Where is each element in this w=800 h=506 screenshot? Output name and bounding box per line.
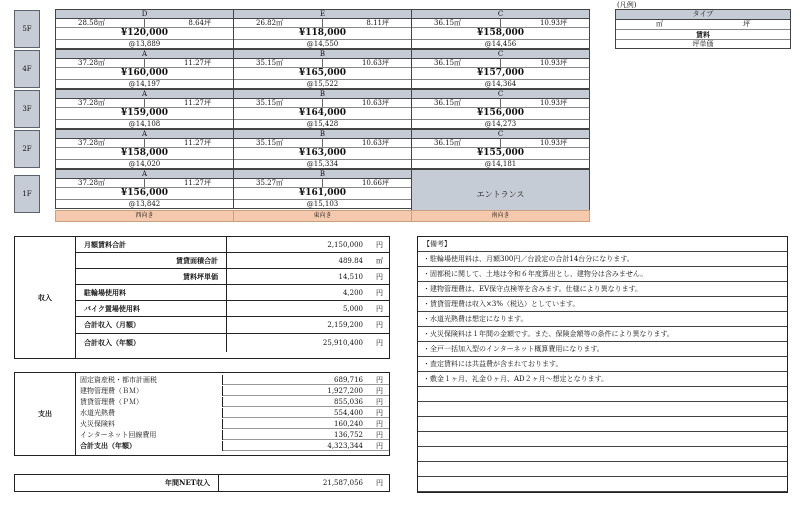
unit-divider	[500, 98, 501, 107]
unit-type: B	[234, 170, 411, 179]
unit-rent: ¥160,000	[56, 68, 233, 80]
legend-caption: (凡例)	[617, 1, 637, 9]
unit-divider	[144, 18, 145, 27]
unit-cell	[233, 129, 412, 169]
expense-row	[76, 386, 389, 396]
note-item	[418, 462, 787, 477]
unit-area-tsubo: 10.93坪	[539, 59, 567, 67]
floor-label: 4F	[14, 50, 40, 88]
expense-row	[76, 375, 389, 385]
floor-label: 3F	[14, 90, 40, 128]
expense-row-value: 689,716	[334, 376, 363, 384]
unit-area-tsubo: 10.93坪	[539, 19, 567, 27]
legend-m2-unit: ㎡	[656, 20, 663, 28]
income-row-value-cell	[227, 285, 389, 300]
legend-rent-label: 賃料	[616, 30, 790, 40]
unit-type: A	[56, 130, 233, 139]
note-item: ・建物管理費は、EV保守点検等を含みます。仕様により異なります。	[418, 282, 787, 297]
unit-cell	[411, 9, 590, 49]
unit-divider	[322, 18, 323, 27]
income-row-value-cell	[227, 317, 389, 333]
facing-label: 西向き	[55, 210, 234, 222]
unit-area-tsubo: 10.93坪	[539, 139, 567, 147]
expense-row	[76, 408, 389, 418]
expense-row	[76, 430, 389, 440]
income-row	[76, 317, 389, 334]
unit-rent: ¥158,000	[56, 148, 233, 160]
unit-cell	[233, 89, 412, 129]
note-item: ・賃貸管理費は収入×3%（税込）としています。	[418, 297, 787, 312]
income-row-unit: 円	[376, 321, 383, 329]
unit-rent: ¥164,000	[234, 108, 411, 120]
income-row	[76, 269, 389, 285]
expense-row-value-cell	[223, 408, 389, 418]
expense-row-unit: 円	[376, 387, 383, 395]
unit-divider	[500, 138, 501, 147]
expense-row-label: 固定資産税・都市計画税	[76, 375, 223, 385]
notes-box	[417, 236, 788, 493]
unit-cell	[55, 169, 234, 209]
unit-rent: ¥161,000	[234, 188, 411, 200]
unit-tsubo-price: @15,428	[306, 120, 339, 128]
unit-divider	[144, 58, 145, 67]
income-row-label: 賃料坪単価	[76, 269, 227, 284]
unit-rent: ¥163,000	[234, 148, 411, 160]
unit-cell	[55, 89, 234, 129]
facing-label: 南向き	[411, 210, 590, 222]
expense-row-value: 855,036	[334, 398, 363, 406]
floor-label: 2F	[14, 130, 40, 168]
income-row-unit: 円	[376, 339, 383, 347]
income-row	[76, 253, 389, 269]
expense-row-value: 554,400	[334, 409, 363, 417]
note-item	[418, 477, 787, 492]
income-row-unit: ㎡	[376, 256, 383, 265]
expense-row-value-cell	[223, 419, 389, 429]
unit-area-m2: 36.15㎡	[434, 99, 462, 107]
note-item: ・駐輪場使用料は、月額300円／台設定の合計14台分になります。	[418, 252, 787, 267]
expense-row-unit: 円	[376, 409, 383, 417]
income-row-value-cell	[227, 237, 389, 252]
unit-area-tsubo: 10.63坪	[361, 99, 389, 107]
floor-label: 5F	[14, 10, 40, 48]
unit-tsubo-price: @14,456	[484, 40, 517, 48]
expense-row-value: 136,752	[334, 431, 363, 439]
unit-rent: ¥156,000	[412, 108, 589, 120]
unit-area-tsubo: 11.27坪	[183, 179, 211, 187]
note-item	[418, 402, 787, 417]
unit-rent: ¥159,000	[56, 108, 233, 120]
note-item	[418, 417, 787, 432]
income-row-label: 駐輪場使用料	[76, 285, 227, 300]
note-item: ・固都税に関して、土地は令和６年度算出とし、建物分は含みません。	[418, 267, 787, 282]
expense-row-unit: 円	[376, 431, 383, 439]
note-item: ・全戸一括加入型のインターネット概算費用になります。	[418, 342, 787, 357]
income-row-value-cell	[227, 269, 389, 284]
unit-divider	[500, 58, 501, 67]
unit-tsubo-price: @15,103	[306, 200, 339, 208]
unit-type: A	[56, 50, 233, 59]
income-row-value: 2,150,000	[327, 240, 363, 249]
legend-tsubo-unit: 坪	[743, 20, 750, 28]
unit-type: D	[56, 10, 233, 19]
expense-row-unit: 円	[376, 420, 383, 428]
unit-type: A	[56, 170, 233, 179]
expense-row	[76, 441, 389, 451]
income-row	[76, 301, 389, 317]
income-row-value-cell	[227, 334, 389, 352]
unit-tsubo-price: @14,364	[484, 80, 517, 88]
income-row-value: 4,200	[342, 288, 363, 297]
unit-area-tsubo: 10.93坪	[539, 99, 567, 107]
expense-row-value: 4,323,344	[327, 442, 363, 450]
unit-type: B	[234, 50, 411, 59]
unit-tsubo-price: @14,020	[128, 160, 161, 168]
income-row-unit: 円	[376, 240, 383, 249]
unit-area-m2: 36.15㎡	[434, 19, 462, 27]
unit-type: B	[234, 130, 411, 139]
unit-area-m2: 35.15㎡	[256, 59, 284, 67]
unit-tsubo-price: @15,522	[306, 80, 339, 88]
unit-tsubo-price: @14,181	[484, 160, 517, 168]
unit-divider	[322, 58, 323, 67]
legend-type-label: タイプ	[616, 10, 790, 20]
expense-row-unit: 円	[376, 442, 383, 450]
income-table	[14, 236, 390, 359]
unit-area-m2: 35.27㎡	[256, 179, 284, 187]
unit-area-m2: 37.28㎡	[78, 139, 106, 147]
income-row-value-cell	[227, 253, 389, 268]
unit-type: E	[234, 10, 411, 19]
unit-rent: ¥156,000	[56, 188, 233, 200]
unit-area-tsubo: 11.27坪	[183, 139, 211, 147]
unit-area-m2: 36.15㎡	[434, 139, 462, 147]
income-row-value: 489.84	[338, 256, 363, 265]
unit-rent: ¥165,000	[234, 68, 411, 80]
unit-area-tsubo: 10.63坪	[361, 59, 389, 67]
unit-type: A	[56, 90, 233, 99]
income-row-label: 合計収入（年額）	[76, 334, 227, 352]
unit-area-tsubo: 10.63坪	[361, 139, 389, 147]
unit-cell	[233, 49, 412, 89]
income-row-unit: 円	[376, 304, 383, 313]
unit-cell	[411, 89, 590, 129]
income-row	[76, 334, 389, 352]
expense-row-unit: 円	[376, 398, 383, 406]
unit-type: B	[234, 90, 411, 99]
expense-row	[76, 419, 389, 429]
unit-area-tsubo: 11.27坪	[183, 99, 211, 107]
net-income-value-cell	[219, 475, 389, 491]
expense-row-value-cell	[223, 386, 389, 396]
unit-area-m2: 35.15㎡	[256, 99, 284, 107]
floor-label: 1F	[14, 175, 40, 213]
expense-row-unit: 円	[376, 376, 383, 384]
unit-rent: ¥155,000	[412, 148, 589, 160]
unit-rent: ¥118,000	[234, 28, 411, 40]
legend-box	[615, 9, 791, 49]
unit-cell	[55, 9, 234, 49]
expense-row-value-cell	[223, 397, 389, 407]
unit-divider	[500, 18, 501, 27]
income-row-value: 25,910,400	[322, 339, 363, 347]
expense-row-label: 賃貸管理費（ＰＭ）	[76, 397, 223, 407]
note-item: ・敷金１ヶ月、礼金０ヶ月、AD２ヶ月〜想定となります。	[418, 372, 787, 387]
income-row-label: 賃貸面積合計	[76, 253, 227, 268]
unit-divider	[322, 178, 323, 187]
net-income-unit: 円	[376, 479, 383, 487]
expense-row-value-cell	[223, 430, 389, 440]
unit-divider	[144, 178, 145, 187]
unit-cell	[411, 49, 590, 89]
note-item	[418, 447, 787, 462]
income-row-label: 月額賃料合計	[76, 237, 227, 252]
income-row-value: 2,159,200	[327, 321, 363, 329]
entrance-cell: エントランス	[411, 169, 590, 219]
expense-row-label: 火災保険料	[76, 419, 223, 429]
unit-cell	[55, 129, 234, 169]
net-income-value: 21,587,056	[322, 479, 363, 487]
net-income-table	[14, 474, 390, 492]
legend-tsubo-price-label: 坪単価	[692, 40, 714, 48]
unit-area-m2: 35.15㎡	[256, 139, 284, 147]
income-row-value-cell	[227, 301, 389, 316]
unit-area-m2: 37.28㎡	[78, 179, 106, 187]
income-row-unit: 円	[376, 288, 383, 297]
legend-area-row	[616, 20, 790, 30]
unit-area-tsubo: 10.66坪	[361, 179, 389, 187]
income-row	[76, 237, 389, 253]
income-row	[76, 285, 389, 301]
unit-area-tsubo: 8.11坪	[366, 19, 389, 27]
expense-table	[14, 372, 390, 456]
note-item	[418, 387, 787, 402]
note-item: ・水道光熱費は想定になります。	[418, 312, 787, 327]
unit-tsubo-price: @14,273	[484, 120, 517, 128]
note-item: ・火災保険料は１年間の金額です。また、保険金額等の条件により異なります。	[418, 327, 787, 342]
expense-category: 支出	[15, 373, 76, 455]
income-category: 収入	[15, 237, 76, 358]
unit-area-tsubo: 8.64坪	[188, 19, 211, 27]
unit-tsubo-price: @14,197	[128, 80, 161, 88]
unit-cell	[233, 169, 412, 209]
expense-row-label: インターネット回線費用	[76, 430, 223, 440]
notes-title: 【備考】	[418, 237, 787, 252]
unit-rent: ¥158,000	[412, 28, 589, 40]
unit-tsubo-price: @13,842	[128, 200, 161, 208]
unit-rent: ¥120,000	[56, 28, 233, 40]
unit-rent: ¥157,000	[412, 68, 589, 80]
expense-row-label: 水道光熱費	[76, 408, 223, 418]
note-item	[418, 492, 787, 506]
expense-row-value-cell	[223, 375, 389, 385]
expense-row-value: 160,240	[334, 420, 363, 428]
net-income-label: 年間NET収入	[15, 475, 219, 491]
income-row-label: バイク置場使用料	[76, 301, 227, 316]
unit-cell	[411, 129, 590, 169]
unit-area-m2: 26.82㎡	[256, 19, 284, 27]
unit-tsubo-price: @14,108	[128, 120, 161, 128]
income-row-label: 合計収入（月額）	[76, 317, 227, 333]
expense-row-label: 建物管理費（ＢＭ）	[76, 386, 223, 396]
unit-divider	[322, 138, 323, 147]
unit-tsubo-price: @15,334	[306, 160, 339, 168]
unit-area-m2: 37.28㎡	[78, 59, 106, 67]
facing-label: 東向き	[233, 210, 412, 222]
unit-area-tsubo: 11.27坪	[183, 59, 211, 67]
unit-type: C	[412, 130, 589, 139]
unit-tsubo-price: @13,889	[128, 40, 161, 48]
income-row-value: 5,000	[342, 304, 363, 313]
unit-type: C	[412, 50, 589, 59]
expense-row-value: 1,927,200	[327, 387, 363, 395]
unit-area-m2: 28.58㎡	[78, 19, 106, 27]
unit-area-m2: 36.15㎡	[434, 59, 462, 67]
unit-divider	[322, 98, 323, 107]
expense-row-label: 合計支出（年額）	[76, 441, 223, 451]
unit-divider	[144, 98, 145, 107]
income-row-unit: 円	[376, 272, 383, 281]
unit-divider	[144, 138, 145, 147]
unit-tsubo-price: @14,550	[306, 40, 339, 48]
unit-cell	[233, 9, 412, 49]
unit-type: C	[412, 10, 589, 19]
note-item	[418, 432, 787, 447]
expense-row-value-cell	[223, 441, 389, 451]
unit-area-m2: 37.28㎡	[78, 99, 106, 107]
unit-type: C	[412, 90, 589, 99]
note-item: ・査定賃料には共益費が含まれております。	[418, 357, 787, 372]
income-row-value: 14,510	[338, 272, 363, 281]
expense-row	[76, 397, 389, 407]
unit-cell	[55, 49, 234, 89]
